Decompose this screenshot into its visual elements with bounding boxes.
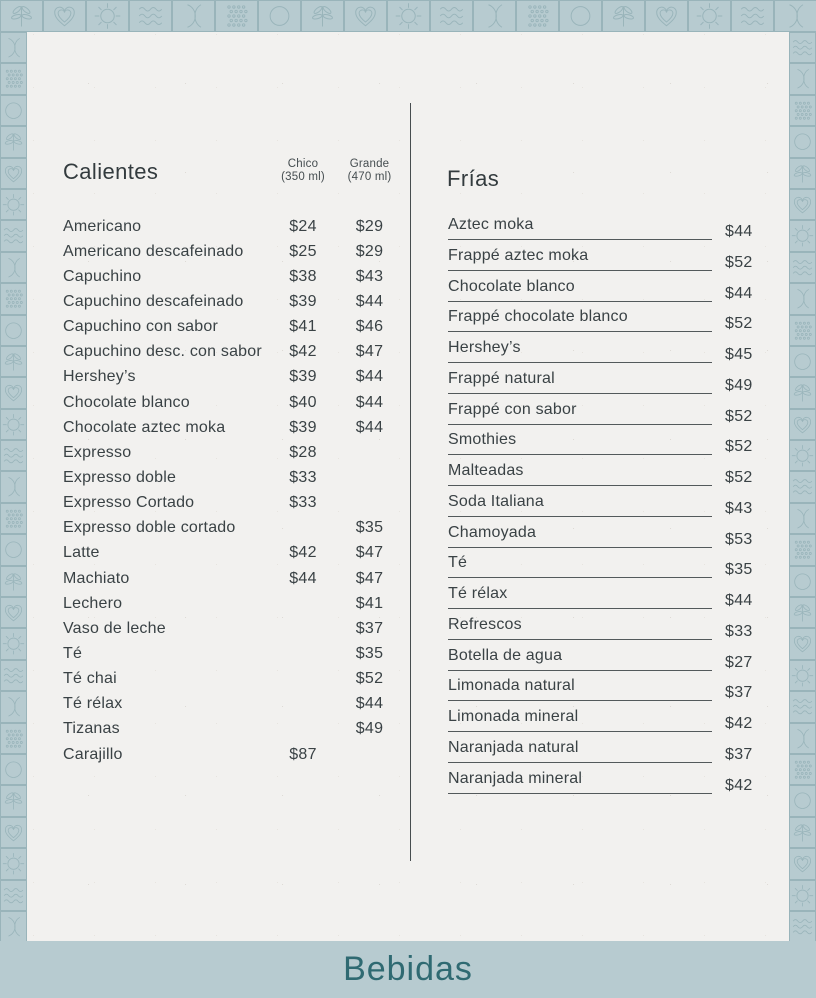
frias-row: [448, 368, 768, 399]
price: $44: [725, 284, 753, 302]
waves-icon: [789, 691, 816, 722]
crescents-icon: [789, 723, 816, 754]
circle-icon: [789, 566, 816, 597]
size-label: Chico: [287, 158, 319, 170]
drink-name: Lechero: [63, 594, 123, 612]
drink-name: Té rélax: [448, 585, 508, 603]
price-grande: $35: [355, 644, 384, 662]
underline-rule: [448, 301, 712, 302]
underline-rule: [448, 670, 712, 671]
dots-icon: [0, 63, 27, 94]
frias-row: [448, 491, 768, 522]
circle-icon: [258, 0, 301, 32]
crescents-icon: [774, 0, 816, 32]
calientes-header: [63, 158, 404, 185]
price: $52: [725, 407, 753, 425]
crescents-icon: [0, 32, 27, 63]
price: $44: [725, 592, 753, 610]
dots-icon: [0, 503, 27, 534]
crescents-icon: [473, 0, 516, 32]
frias-list: [448, 214, 768, 799]
sun-icon: [789, 880, 816, 911]
dots-icon: [789, 754, 816, 785]
drink-name: Frappé aztec moka: [448, 246, 589, 264]
price-chico: $39: [289, 368, 317, 386]
waves-icon: [789, 32, 816, 63]
price-chico: $38: [289, 267, 317, 285]
heart-icon: [0, 817, 27, 848]
underline-rule: [448, 577, 712, 578]
calientes-row: [63, 616, 404, 641]
price-grande: $44: [355, 393, 384, 411]
drink-name: Vaso de leche: [63, 619, 166, 637]
circle-icon: [0, 315, 27, 346]
dots-icon: [516, 0, 559, 32]
frias-row: [448, 706, 768, 737]
dots-icon: [0, 283, 27, 314]
calientes-row: [63, 365, 404, 390]
sprig-icon: [789, 817, 816, 848]
crescents-icon: [0, 691, 27, 722]
crescents-icon: [0, 911, 27, 941]
sprig-icon: [0, 346, 27, 377]
heart-icon: [0, 158, 27, 189]
crescents-icon: [789, 283, 816, 314]
drink-name: Limonada mineral: [448, 708, 579, 726]
dots-icon: [789, 534, 816, 565]
sun-icon: [789, 660, 816, 691]
sprig-icon: [0, 0, 43, 32]
menu-title: Bebidas: [343, 950, 473, 988]
price: $44: [725, 223, 753, 240]
underline-rule: [448, 362, 712, 363]
heart-icon: [0, 597, 27, 628]
drink-name: Hershey’s: [63, 368, 136, 386]
frias-heading: Frías: [447, 166, 500, 191]
calientes-row: [63, 239, 404, 264]
crescents-icon: [789, 63, 816, 94]
price: $27: [725, 653, 753, 671]
waves-icon: [789, 252, 816, 283]
price: $37: [725, 684, 753, 702]
calientes-row: [63, 465, 404, 490]
calientes-row: [63, 315, 404, 340]
frias-row: [448, 737, 768, 768]
waves-icon: [789, 471, 816, 502]
drink-name: Smothies: [448, 431, 517, 449]
drink-name: Capuchino con sabor: [63, 318, 219, 336]
calientes-row: [63, 516, 404, 541]
drink-name: Té: [448, 554, 468, 572]
price-grande: $44: [355, 368, 384, 386]
drink-name: Té: [63, 644, 83, 662]
price: $52: [725, 315, 753, 333]
drink-name: Americano descafeinado: [63, 242, 244, 260]
frias-row: [448, 245, 768, 276]
crescents-icon: [789, 503, 816, 534]
drink-name: Frappé con sabor: [448, 400, 577, 418]
waves-icon: [430, 0, 473, 32]
circle-icon: [789, 346, 816, 377]
sun-icon: [0, 189, 27, 220]
price-chico: $24: [289, 217, 317, 235]
price-chico: $28: [289, 443, 317, 461]
price-grande: $44: [355, 292, 384, 310]
frias-row: [448, 583, 768, 614]
menu-paper: [27, 32, 789, 941]
drink-name: Chocolate blanco: [448, 277, 575, 295]
frias-row: [448, 399, 768, 430]
calientes-row: [63, 440, 404, 465]
drink-name: Malteadas: [448, 462, 524, 480]
heart-icon: [43, 0, 86, 32]
decorative-border-right: [789, 32, 816, 941]
circle-icon: [559, 0, 602, 32]
frias-row: [448, 552, 768, 583]
underline-rule: [448, 731, 712, 732]
calientes-heading: Calientes: [63, 159, 159, 184]
price-chico: $39: [289, 418, 317, 436]
dots-icon: [0, 723, 27, 754]
calientes-row: [63, 717, 404, 742]
frias-row: [448, 614, 768, 645]
drink-name: Frappé chocolate blanco: [448, 308, 628, 326]
underline-rule: [448, 639, 712, 640]
drink-name: Americano: [63, 217, 142, 235]
circle-icon: [0, 534, 27, 565]
drink-name: Soda Italiana: [448, 492, 545, 510]
calientes-row: [63, 742, 404, 767]
underline-rule: [448, 424, 712, 425]
calientes-row: [63, 415, 404, 440]
calientes-row: [63, 541, 404, 566]
drink-name: Frappé natural: [448, 369, 555, 387]
heart-icon: [645, 0, 688, 32]
frias-row: [448, 276, 768, 307]
drink-name: Hershey’s: [448, 339, 521, 357]
price: $45: [725, 346, 753, 364]
underline-rule: [448, 270, 712, 271]
sun-icon: [789, 220, 816, 251]
underline-rule: [448, 547, 712, 548]
dots-icon: [215, 0, 258, 32]
sun-icon: [0, 409, 27, 440]
frias-row: [448, 214, 768, 245]
underline-rule: [448, 608, 712, 609]
calientes-row: [63, 591, 404, 616]
waves-icon: [0, 220, 27, 251]
frias-row: [448, 460, 768, 491]
price: $52: [725, 253, 753, 271]
underline-rule: [448, 793, 712, 794]
price-grande: $47: [355, 544, 384, 562]
waves-icon: [0, 880, 27, 911]
price-chico: $40: [289, 393, 317, 411]
price: $37: [725, 746, 753, 764]
underline-rule: [448, 393, 712, 394]
underline-rule: [448, 331, 712, 332]
sun-icon: [0, 848, 27, 879]
price: $52: [725, 469, 753, 487]
drink-name: Expresso Cortado: [63, 494, 195, 512]
price: $42: [725, 776, 753, 794]
heart-icon: [789, 409, 816, 440]
drink-name: Capuchino descafeinado: [63, 292, 244, 310]
frias-row: [448, 645, 768, 676]
price-chico: $33: [289, 494, 317, 512]
drink-name: Chocolate aztec moka: [63, 418, 226, 436]
price: $35: [725, 561, 753, 579]
frias-row: [448, 675, 768, 706]
drink-name: Tizanas: [63, 720, 120, 738]
sun-icon: [0, 628, 27, 659]
price: $43: [725, 499, 753, 517]
heart-icon: [789, 628, 816, 659]
column-divider: [410, 103, 411, 861]
crescents-icon: [0, 471, 27, 502]
drink-name: Naranjada natural: [448, 739, 579, 757]
size-column-chico: [271, 158, 335, 185]
price: $49: [725, 376, 753, 394]
dots-icon: [789, 95, 816, 126]
sprig-icon: [0, 785, 27, 816]
price-chico: $87: [289, 745, 317, 763]
price-grande: $49: [355, 720, 384, 738]
drink-name: Chocolate blanco: [63, 393, 190, 411]
sprig-icon: [0, 126, 27, 157]
sprig-icon: [301, 0, 344, 32]
drink-name: Latte: [63, 544, 100, 562]
size-volume: (350 ml): [281, 171, 325, 183]
sprig-icon: [602, 0, 645, 32]
decorative-border-top: [0, 0, 816, 32]
circle-icon: [789, 785, 816, 816]
frias-row: [448, 337, 768, 368]
price-grande: $41: [355, 594, 384, 612]
drink-name: Té chai: [63, 670, 117, 688]
drink-name: Machiato: [63, 569, 130, 587]
drink-name: Naranjada mineral: [448, 769, 583, 787]
crescents-icon: [172, 0, 215, 32]
heart-icon: [789, 189, 816, 220]
price-grande: $47: [355, 343, 384, 361]
price: $33: [725, 622, 753, 640]
frias-row: [448, 768, 768, 799]
price-chico: $42: [289, 343, 317, 361]
price-grande: $29: [355, 242, 384, 260]
crescents-icon: [0, 252, 27, 283]
underline-rule: [448, 485, 712, 486]
price-grande: $47: [355, 569, 384, 587]
decorative-border-left: [0, 32, 27, 941]
price-grande: $44: [355, 418, 384, 436]
price-chico: $25: [289, 242, 317, 260]
drink-name: Limonada natural: [448, 677, 575, 695]
drink-name: Aztec moka: [448, 216, 534, 233]
price-grande: $46: [355, 318, 384, 336]
drink-name: Expresso doble cortado: [63, 519, 236, 537]
underline-rule: [448, 700, 712, 701]
waves-icon: [0, 440, 27, 471]
price-chico: $41: [289, 318, 317, 336]
drink-name: Carajillo: [63, 745, 123, 763]
price-grande: $29: [355, 217, 384, 235]
calientes-row: [63, 667, 404, 692]
sun-icon: [688, 0, 731, 32]
price-grande: $37: [355, 619, 384, 637]
waves-icon: [731, 0, 774, 32]
circle-icon: [789, 126, 816, 157]
calientes-row: [63, 491, 404, 516]
price-grande: $43: [355, 267, 384, 285]
sprig-icon: [789, 158, 816, 189]
frias-row: [448, 306, 768, 337]
calientes-row: [63, 264, 404, 289]
underline-rule: [448, 454, 712, 455]
underline-rule: [448, 762, 712, 763]
heart-icon: [344, 0, 387, 32]
sprig-icon: [789, 377, 816, 408]
drink-name: Chamoyada: [448, 523, 537, 541]
calientes-row: [63, 390, 404, 415]
calientes-row: [63, 566, 404, 591]
price-chico: $33: [289, 468, 317, 486]
price: $52: [725, 438, 753, 456]
calientes-list: [63, 214, 404, 767]
drink-name: Capuchino: [63, 267, 142, 285]
waves-icon: [789, 911, 816, 941]
price: $42: [725, 715, 753, 733]
sprig-icon: [789, 597, 816, 628]
price: $53: [725, 530, 753, 548]
size-column-grande: [335, 158, 404, 185]
drink-name: Expresso doble: [63, 468, 177, 486]
sun-icon: [789, 440, 816, 471]
sun-icon: [86, 0, 129, 32]
frias-row: [448, 522, 768, 553]
heart-icon: [0, 377, 27, 408]
size-volume: (470 ml): [347, 171, 392, 183]
calientes-row: [63, 340, 404, 365]
calientes-row: [63, 692, 404, 717]
waves-icon: [0, 660, 27, 691]
drink-name: Botella de agua: [448, 646, 563, 664]
calientes-row: [63, 289, 404, 314]
sun-icon: [387, 0, 430, 32]
dots-icon: [789, 315, 816, 346]
circle-icon: [0, 95, 27, 126]
drink-name: Té rélax: [63, 695, 123, 713]
circle-icon: [0, 754, 27, 785]
price-grande: $35: [355, 519, 384, 537]
heart-icon: [789, 848, 816, 879]
price-chico: $44: [289, 569, 317, 587]
waves-icon: [129, 0, 172, 32]
price-grande: $52: [355, 670, 384, 688]
size-label: Grande: [349, 158, 390, 170]
sprig-icon: [0, 566, 27, 597]
price-chico: $42: [289, 544, 317, 562]
price-grande: $44: [355, 695, 384, 713]
underline-rule: [448, 239, 712, 240]
drink-name: Capuchino desc. con sabor: [63, 343, 262, 361]
drink-name: Expresso: [63, 443, 132, 461]
calientes-row: [63, 214, 404, 239]
price-chico: $39: [289, 292, 317, 310]
underline-rule: [448, 516, 712, 517]
menu-title-band: [0, 941, 816, 998]
frias-row: [448, 429, 768, 460]
drink-name: Refrescos: [448, 615, 522, 633]
calientes-row: [63, 641, 404, 666]
